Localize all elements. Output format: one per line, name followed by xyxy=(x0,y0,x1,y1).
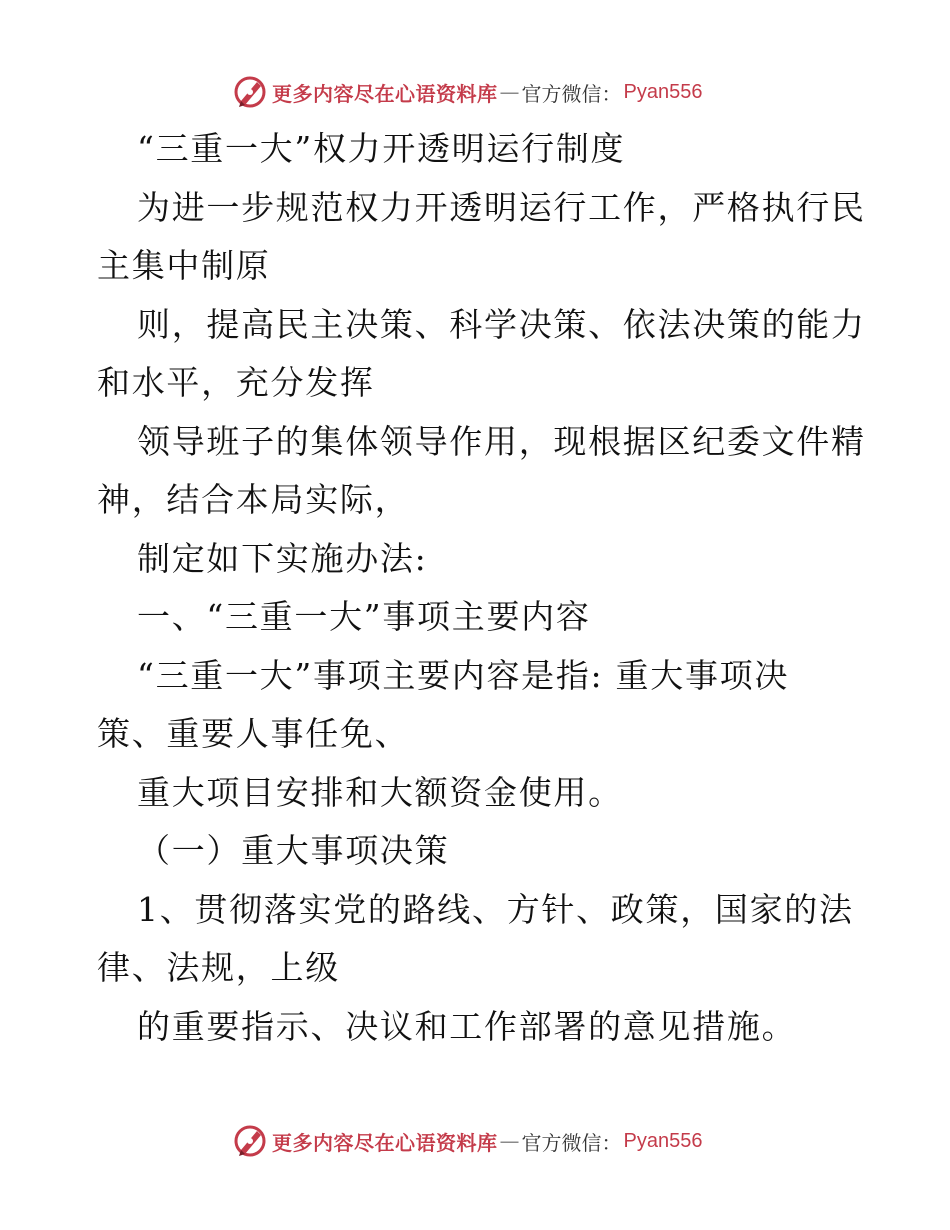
subsection-heading: （一）重大事项决策 xyxy=(137,831,450,870)
watermark-wechat-id: Pyan556 xyxy=(623,80,703,103)
text-line: 领导班子的集体领导作用，现根据区纪委文件精 xyxy=(137,421,866,461)
list-item: 1、贯彻落实党的路线、方针、政策，国家的法 xyxy=(137,889,854,929)
watermark-brand-text: 更多内容尽在心语资料库 xyxy=(272,1130,498,1155)
text-line: 制定如下实施办法: xyxy=(137,538,428,578)
footer-watermark xyxy=(232,1121,702,1161)
watermark-dash: — xyxy=(499,1129,520,1153)
text-line: 主集中制原 xyxy=(97,246,271,285)
document-body xyxy=(97,120,866,1056)
text-line: 则，提高民主决策、科学决策、依法决策的能力 xyxy=(137,304,866,344)
pen-logo-icon xyxy=(232,1123,268,1159)
watermark-dash: — xyxy=(499,80,520,104)
text-line: 神，结合本局实际， xyxy=(97,480,410,519)
text-line: 策、重要人事任免、 xyxy=(97,714,410,753)
watermark-wechat-label: 官方微信： xyxy=(521,81,622,106)
section-heading: 一、“三重一大”事项主要内容 xyxy=(137,597,591,636)
header-watermark xyxy=(232,72,702,112)
pen-logo-icon xyxy=(232,74,268,110)
document-title: “三重一大”权力开透明运行制度 xyxy=(137,129,626,168)
watermark-wechat-id: Pyan556 xyxy=(623,1129,703,1152)
watermark-wechat-label: 官方微信： xyxy=(521,1130,622,1155)
text-line: 的重要指示、决议和工作部署的意见措施。 xyxy=(137,1006,797,1046)
watermark-brand-text: 更多内容尽在心语资料库 xyxy=(272,81,498,106)
text-line: 律、法规，上级 xyxy=(97,948,340,987)
text-line: 重大项目安排和大额资金使用。 xyxy=(137,772,623,812)
text-line: “三重一大”事项主要内容是指: 重大事项决 xyxy=(137,655,790,695)
text-line: 和水平，充分发挥 xyxy=(97,363,375,402)
text-line: 为进一步规范权力开透明运行工作，严格执行民 xyxy=(137,187,866,227)
